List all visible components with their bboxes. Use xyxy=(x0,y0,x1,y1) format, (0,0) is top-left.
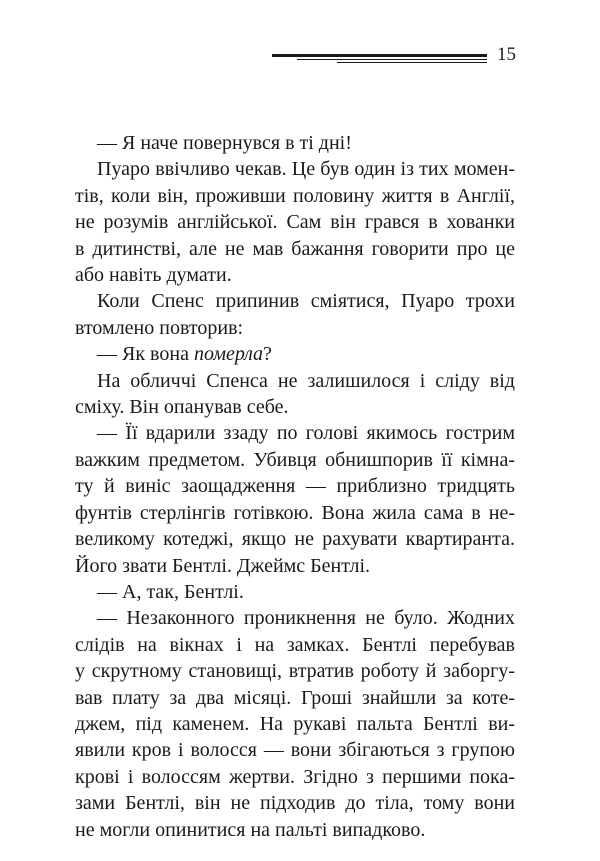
paragraph-line: — Її вдарили ззаду по голові якимось гострим xyxy=(97,422,515,445)
page-number: 15 xyxy=(497,44,516,65)
paragraph-line: Коли Спенс припинив сміятися, Пуаро трохи xyxy=(97,290,515,313)
paragraph-line: не могли опинитися на пальті випадково. xyxy=(75,818,426,841)
paragraph-line: великому котеджі, якщо не рахувати квартиранта. xyxy=(75,528,515,551)
emphasized-word: померла xyxy=(193,343,264,366)
paragraph-line: не розумів англійської. Сам він грався в хованки xyxy=(75,211,515,234)
header-rule-thick xyxy=(272,54,487,57)
paragraph-line: в дитинстві, але не мав бажання говорити про це xyxy=(75,237,515,260)
paragraph-line: — Незаконного проникнення не було. Жодних xyxy=(97,607,515,630)
paragraph-line: у скрутному становищі, втратив роботу й заборгу- xyxy=(75,660,515,683)
paragraph-line xyxy=(75,341,515,367)
paragraph-line: На обличчі Спенса не залишилося і сліду від xyxy=(97,369,515,392)
paragraph-line: слідів на вікнах і на замках. Бентлі перебував xyxy=(75,633,515,656)
paragraph-line: важким предметом. Убивця обнишпорив її кімна- xyxy=(75,448,515,471)
dialogue-text: — Як вона xyxy=(97,343,194,366)
paragraph-line: тів, коли він, проживши половину життя в Англії, xyxy=(75,184,515,207)
paragraph-line: — Я наче повернувся в ті дні! xyxy=(97,132,352,154)
paragraph-line: фунтів стерлінгів готівкою. Вона жила сама в не- xyxy=(75,501,515,524)
paragraph-line: Пуаро ввічливо чекав. Це був один із тих момен- xyxy=(97,158,515,181)
paragraph-line: Його звати Бентлі. Джеймс Бентлі. xyxy=(75,554,371,577)
paragraph-line: або навіть думати. xyxy=(75,264,232,287)
paragraph-line: джем, під каменем. На рукаві пальта Бентлі ви- xyxy=(75,712,515,735)
paragraph-line: крові і волоссям жертви. Згідно з першими пока- xyxy=(75,765,515,788)
header-rule-ornament xyxy=(272,54,487,64)
paragraph-line: зами Бентлі, він не підходив до тіла, тому вони xyxy=(75,792,515,815)
dialogue-punctuation: ? xyxy=(263,343,272,366)
paragraph-line: ту й виніс заощадження — приблизно тридцять xyxy=(75,475,515,498)
paragraph-line: вав плату за два місяці. Гроші знайшли за коте- xyxy=(75,686,515,709)
running-header xyxy=(0,0,600,80)
header-rule-mid xyxy=(297,59,487,60)
paragraph-line: явили кров і волосся — вони збігаються з групою xyxy=(75,739,515,762)
paragraph-line: втомлено повторив: xyxy=(75,316,244,339)
body-text xyxy=(75,130,515,843)
header-rule-thin xyxy=(337,62,487,63)
paragraph-line: сміху. Він опанував себе. xyxy=(75,396,289,419)
paragraph-line: — А, так, Бентлі. xyxy=(97,580,244,603)
